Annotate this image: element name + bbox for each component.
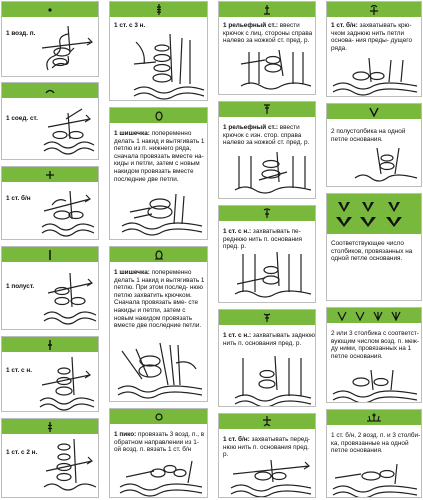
symbol-header: [2, 337, 98, 352]
symbol-header: [327, 104, 421, 119]
card-text: 1 полуст.: [6, 283, 35, 290]
card-fan-stitches: [326, 193, 422, 301]
symbol-header: [110, 108, 207, 123]
chain-stitch-illustration: [40, 22, 96, 74]
card-bobble-2: [109, 246, 208, 402]
symbol-header: [327, 410, 421, 425]
symbol-header: [110, 409, 207, 424]
card-text: 1 возд. п.: [6, 30, 36, 37]
symbol-header: [2, 2, 98, 17]
symbol-header: [110, 2, 207, 17]
card-sc-back-loop: [326, 1, 422, 97]
card-text: 1 рельефный ст.: ввести крючок с лиц. стороны справа налево за ножкой ст. пред. р.: [223, 22, 313, 45]
picot-illustration: [118, 457, 204, 497]
card-v-stitch-group: [326, 307, 422, 403]
card-text: Соответствующее число столбиков, провязанных на одной петле основания.: [331, 240, 413, 263]
card-text: 2 полустолбика на одной петле основания.: [331, 128, 406, 143]
card-slip-stitch: [1, 82, 99, 160]
card-triple-treble: [109, 1, 208, 101]
treble-crochet-illustration: [42, 437, 97, 497]
card-treble-crochet: [1, 418, 99, 498]
card-text: 1 ст. с 3 н.: [114, 22, 146, 29]
card-text: 1 шишечка: попеременно делать 1 накид и вытягивать 1 петлю из п. нижнего ряда, сначала провязать вместе на- киды и петли, затем с новым накидом провязать вместе последние две петли.: [114, 130, 205, 183]
plus-under-symbol-icon: [262, 416, 272, 427]
bar-symbol-icon: [47, 340, 53, 350]
hook-front-symbol-icon: [262, 208, 272, 219]
sc-back-loop-illustration: [331, 56, 419, 96]
relief-front-illustration: [239, 46, 313, 94]
card-relief-back: [218, 101, 316, 199]
sc-front-loop-illustration: [229, 458, 313, 498]
relief-down-symbol-icon: [263, 104, 271, 115]
v-row-symbol-icon: [334, 311, 414, 321]
symbol-header: [2, 419, 98, 434]
triple-treble-illustration: [132, 32, 206, 100]
card-single-crochet: [1, 166, 99, 240]
symbol-header: [2, 167, 98, 182]
oval-symbol-icon: [154, 250, 164, 260]
card-text: 1 ст. с н.: [6, 367, 32, 374]
v-symbol-icon: [369, 107, 379, 117]
card-double-crochet: [1, 336, 99, 412]
card-text: 1 ст. б/н, 2 возд. п. и 3 столби- ка, провязанные на одной петле основания.: [331, 432, 421, 455]
single-crochet-illustration: [40, 187, 96, 237]
card-dc-front-loop: [218, 205, 316, 303]
card-picot: [109, 408, 208, 498]
card-relief-front: [218, 1, 316, 95]
card-text: 1 ст. с 2 н.: [6, 449, 38, 456]
arc-symbol-icon: [45, 88, 55, 94]
card-bobble-1: [109, 107, 208, 240]
relief-back-illustration: [233, 150, 313, 198]
symbol-header: [219, 206, 315, 221]
card-text: 2 или 3 столбика с соответст- вующим числом возд. п. меж- ду ними, провязанных на 1 петле основания.: [331, 330, 420, 360]
card-text: 1 ст. с н.: захватывать пе- реднюю нить п. основания пред. р.: [223, 228, 302, 251]
double-crochet-illustration: [38, 355, 96, 411]
card-text: 1 ст. б/н: захватывать перед- нюю нить п. основания пред. р.: [223, 436, 311, 459]
symbol-header: [219, 414, 315, 429]
plus-arc-symbol-icon: [369, 4, 379, 15]
dc-back-loop-illustration: [233, 354, 313, 406]
card-text: 1 пико: провязать 3 возд. п., в обратном направлении из 1-ой возд. п. вязать 1 ст. б/н: [114, 431, 205, 454]
card-text: 1 рельефный ст.: ввести крючок с изн. стор. справа налево за ножкой ст. пред. р.: [223, 124, 310, 147]
symbol-header: [110, 247, 207, 262]
bar-3-symbol-icon: [156, 4, 162, 15]
dc-front-loop-illustration: [233, 250, 313, 302]
v-stitch-group-illustration: [331, 368, 419, 402]
card-text: 1 ст. б/н: [6, 195, 31, 202]
card-chain-stitch: [1, 1, 99, 77]
card-text: 1 ст. с н.: захватывать заднюю нить п. основания пред. р.: [223, 332, 315, 347]
hook-back-symbol-icon: [262, 312, 272, 323]
plus-symbol-icon: [46, 171, 54, 179]
symbol-header: [219, 310, 315, 325]
card-half-double-crochet: [1, 246, 99, 330]
picot-group-symbol-icon: [365, 413, 383, 423]
picot-group-illustration: [331, 462, 419, 497]
oval-symbol-icon: [155, 413, 163, 421]
double-bar-symbol-icon: [47, 422, 53, 432]
oval-symbol-icon: [155, 111, 163, 121]
card-text: 1 соед. ст.: [6, 115, 38, 122]
symbol-header: [2, 83, 98, 98]
symbol-header: [327, 308, 421, 323]
card-picot-group: [326, 409, 422, 498]
bobble-2-illustration: [116, 339, 204, 401]
card-dc-back-loop: [218, 309, 316, 407]
card-two-hdc-one-stitch: [326, 103, 422, 187]
symbol-header: [219, 102, 315, 117]
bar-symbol-icon: [48, 250, 52, 260]
dot-symbol-icon: [47, 7, 53, 13]
slip-stitch-illustration: [42, 105, 97, 157]
fan-row-symbol-icon: [334, 199, 414, 229]
symbol-header: [219, 2, 315, 17]
card-text: 1 шишечка: попеременно делать 1 накид и вытягивать 1 петлю. При этом послед- нюю петлю захватить крючком. Сначала провязать вме- сте накиды и петли, затем с новым накидом провязать вместе две последние петли.: [114, 269, 205, 330]
bobble-1-illustration: [120, 190, 204, 238]
card-text: 1 ст. б/н: захватывать крю- чком заднюю нить петли основа- ния преды- дущего ряда.: [331, 22, 413, 52]
half-double-crochet-illustration: [42, 267, 97, 327]
relief-up-symbol-icon: [263, 4, 271, 15]
symbol-header: [327, 194, 421, 234]
two-hdc-illustration: [353, 146, 419, 186]
symbol-header: [327, 2, 421, 17]
symbol-header: [2, 247, 98, 262]
card-sc-front-loop: [218, 413, 316, 498]
